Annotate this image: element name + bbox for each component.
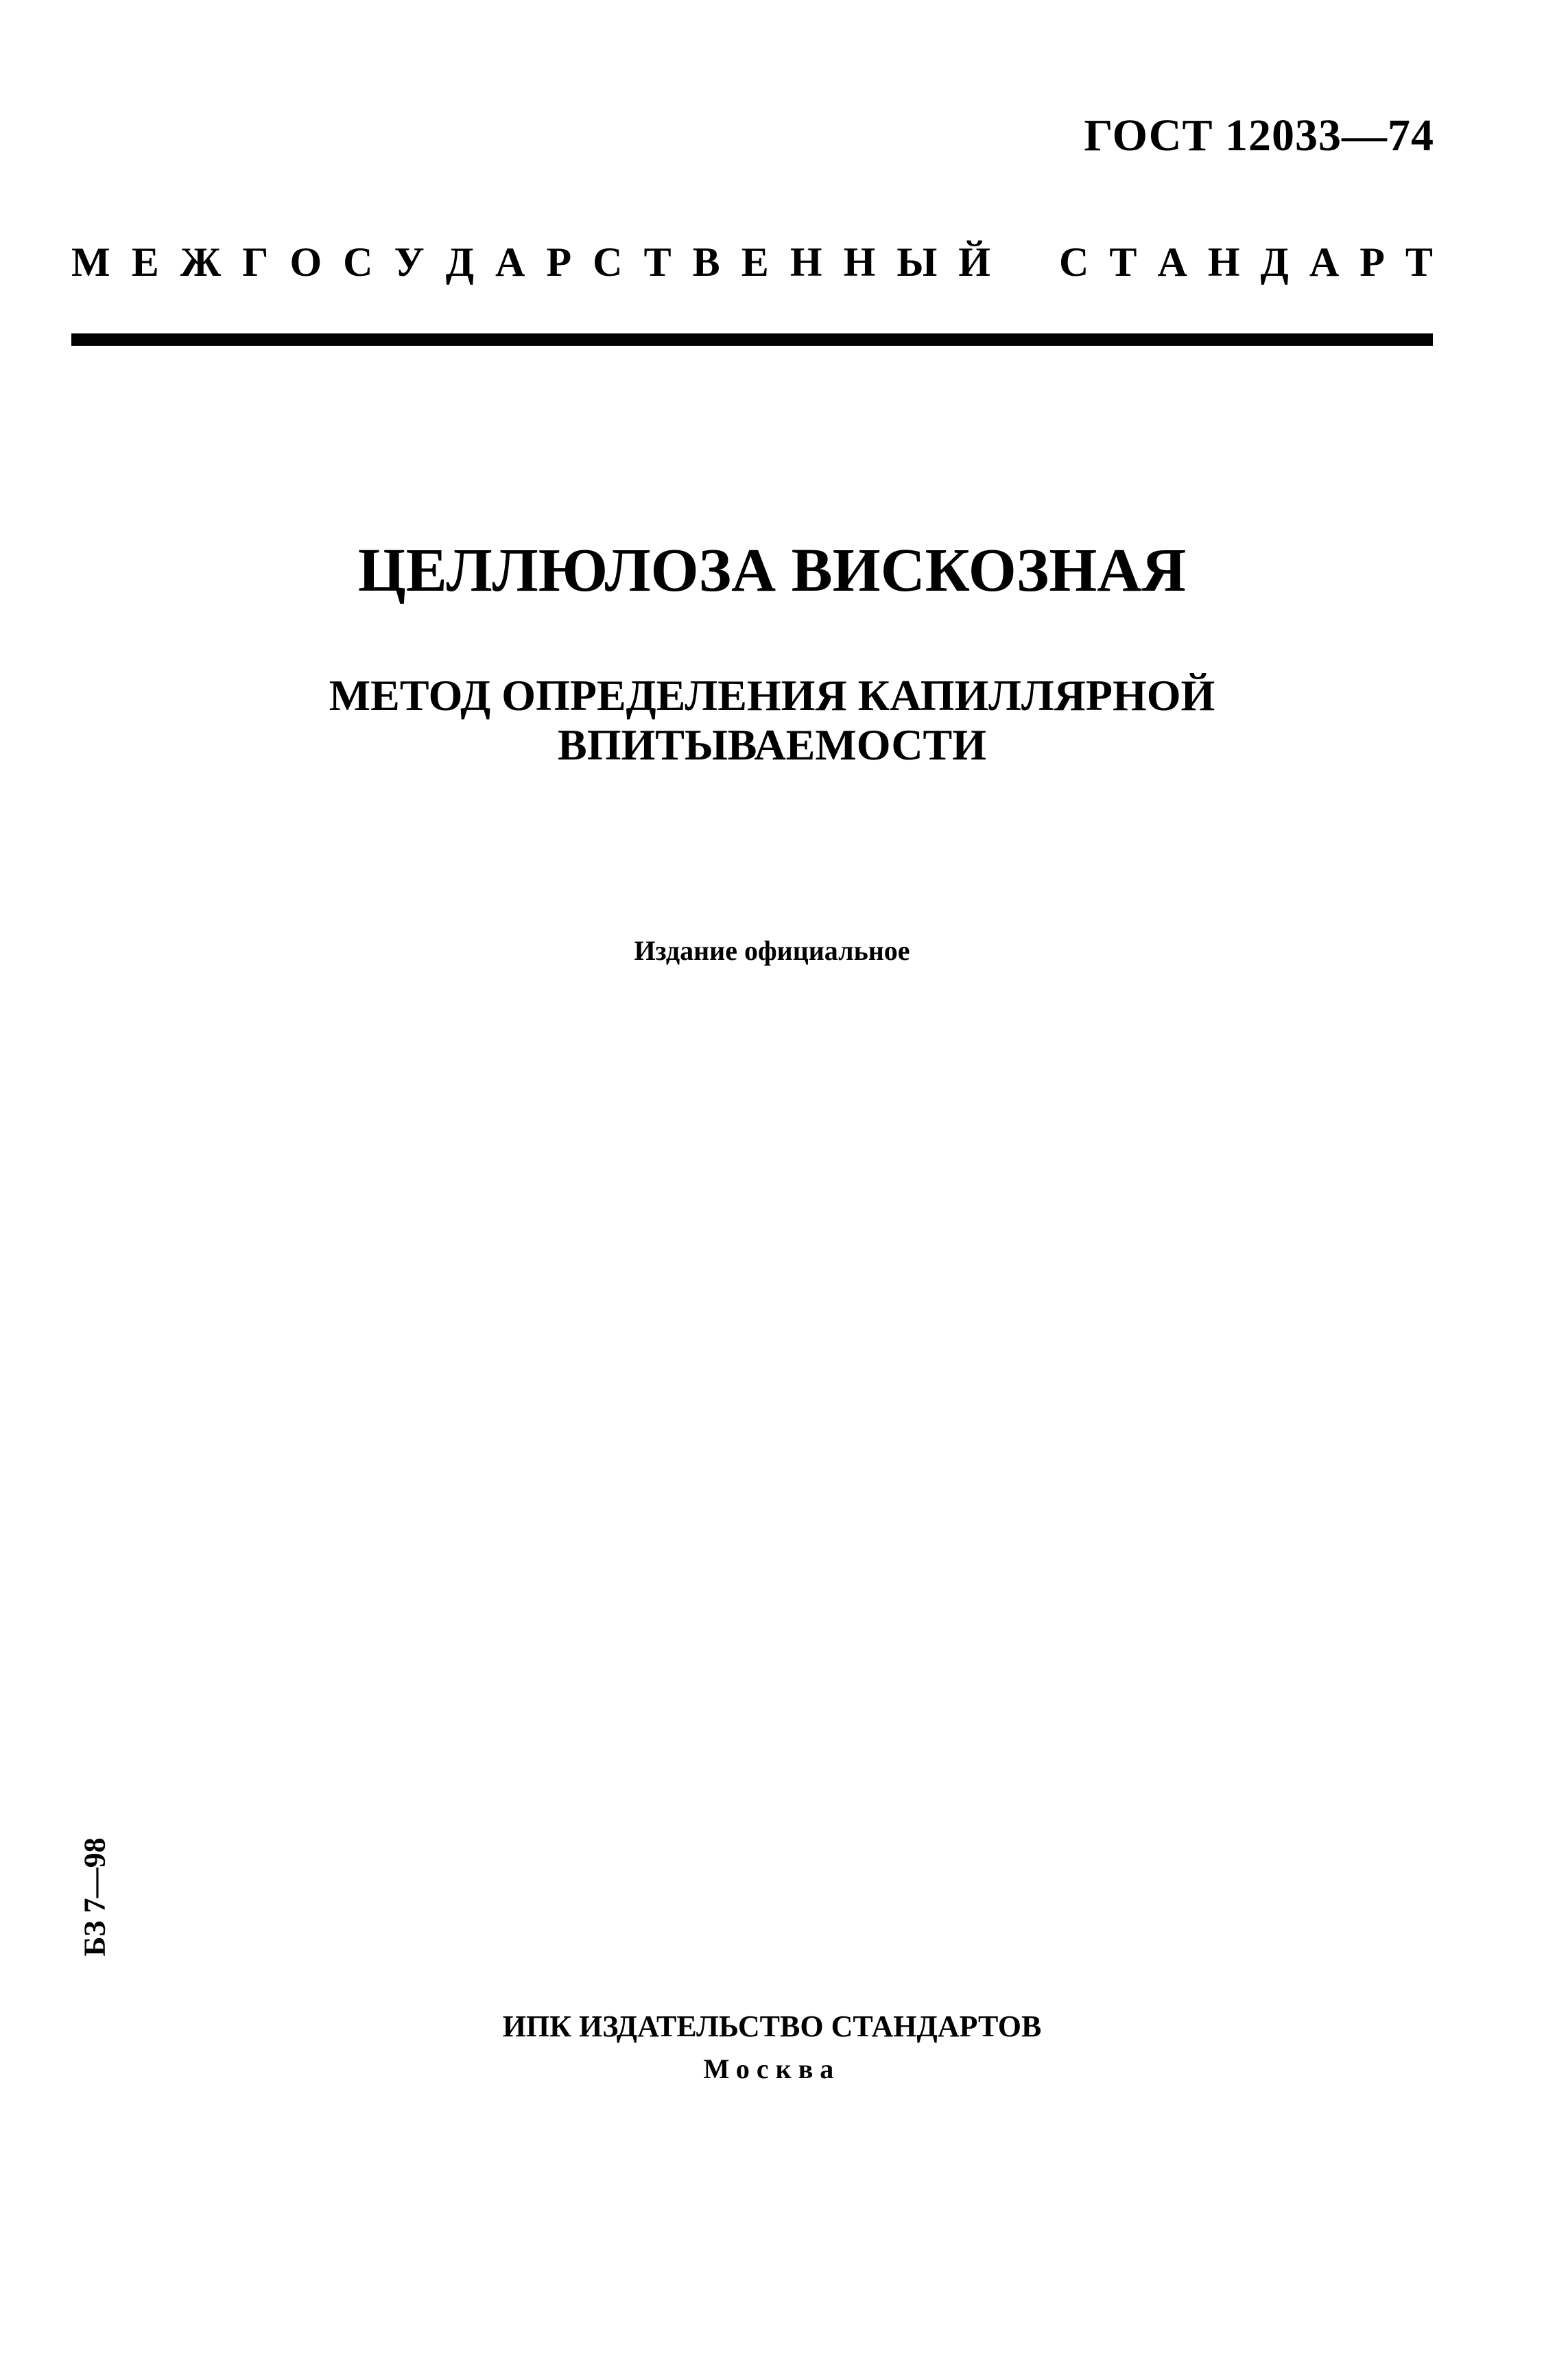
standard-type-heading xyxy=(71,241,1433,283)
heading-letter: А xyxy=(1157,239,1187,285)
heading-letter: Р xyxy=(546,239,572,285)
heading-letter: С xyxy=(1059,239,1089,285)
heading-letter: В xyxy=(692,239,720,285)
heading-letter: М xyxy=(71,239,110,285)
heading-letter: Р xyxy=(1359,239,1385,285)
heading-letter: Й xyxy=(958,239,990,285)
heading-letter: Г xyxy=(242,239,269,285)
heading-letter: С xyxy=(593,239,623,285)
heading-letter: А xyxy=(495,239,525,285)
side-catalog-code: БЗ 7—98 xyxy=(78,1837,112,1957)
heading-letter: У xyxy=(394,239,425,285)
document-subtitle xyxy=(0,671,1544,770)
document-title: ЦЕЛЛЮЛОЗА ВИСКОЗНАЯ xyxy=(357,537,1187,604)
heading-letter: С xyxy=(343,239,373,285)
heading-letter: А xyxy=(1309,239,1340,285)
publisher-city: Москва xyxy=(703,2053,841,2084)
standard-type-word-standard xyxy=(1059,241,1433,283)
heading-letter: Ы xyxy=(896,239,938,285)
edition-note: Издание официальное xyxy=(634,935,910,966)
heading-letter: Т xyxy=(643,239,672,285)
heading-letter: Т xyxy=(1109,239,1137,285)
heading-letter: Е xyxy=(131,239,159,285)
subtitle-line-2: ВПИТЫВАЕМОСТИ xyxy=(558,720,986,769)
heading-letter: О xyxy=(289,239,322,285)
heading-letter: Е xyxy=(741,239,769,285)
heading-letter: Н xyxy=(1207,239,1240,285)
heading-letter: Д xyxy=(445,239,474,285)
heading-letter: Ж xyxy=(180,239,222,285)
heading-letter: Н xyxy=(789,239,822,285)
heading-letter: Н xyxy=(843,239,876,285)
subtitle-line-1: МЕТОД ОПРЕДЕЛЕНИЯ КАПИЛЛЯРНОЙ xyxy=(329,671,1215,720)
heading-letter: Т xyxy=(1405,239,1433,285)
publisher-name: ИПК ИЗДАТЕЛЬСТВО СТАНДАРТОВ xyxy=(502,2010,1042,2043)
heading-letter: Д xyxy=(1260,239,1289,285)
header-rule xyxy=(71,333,1433,346)
standard-type-word-interstate xyxy=(71,241,990,283)
standard-number: ГОСТ 12033—74 xyxy=(1084,110,1434,161)
